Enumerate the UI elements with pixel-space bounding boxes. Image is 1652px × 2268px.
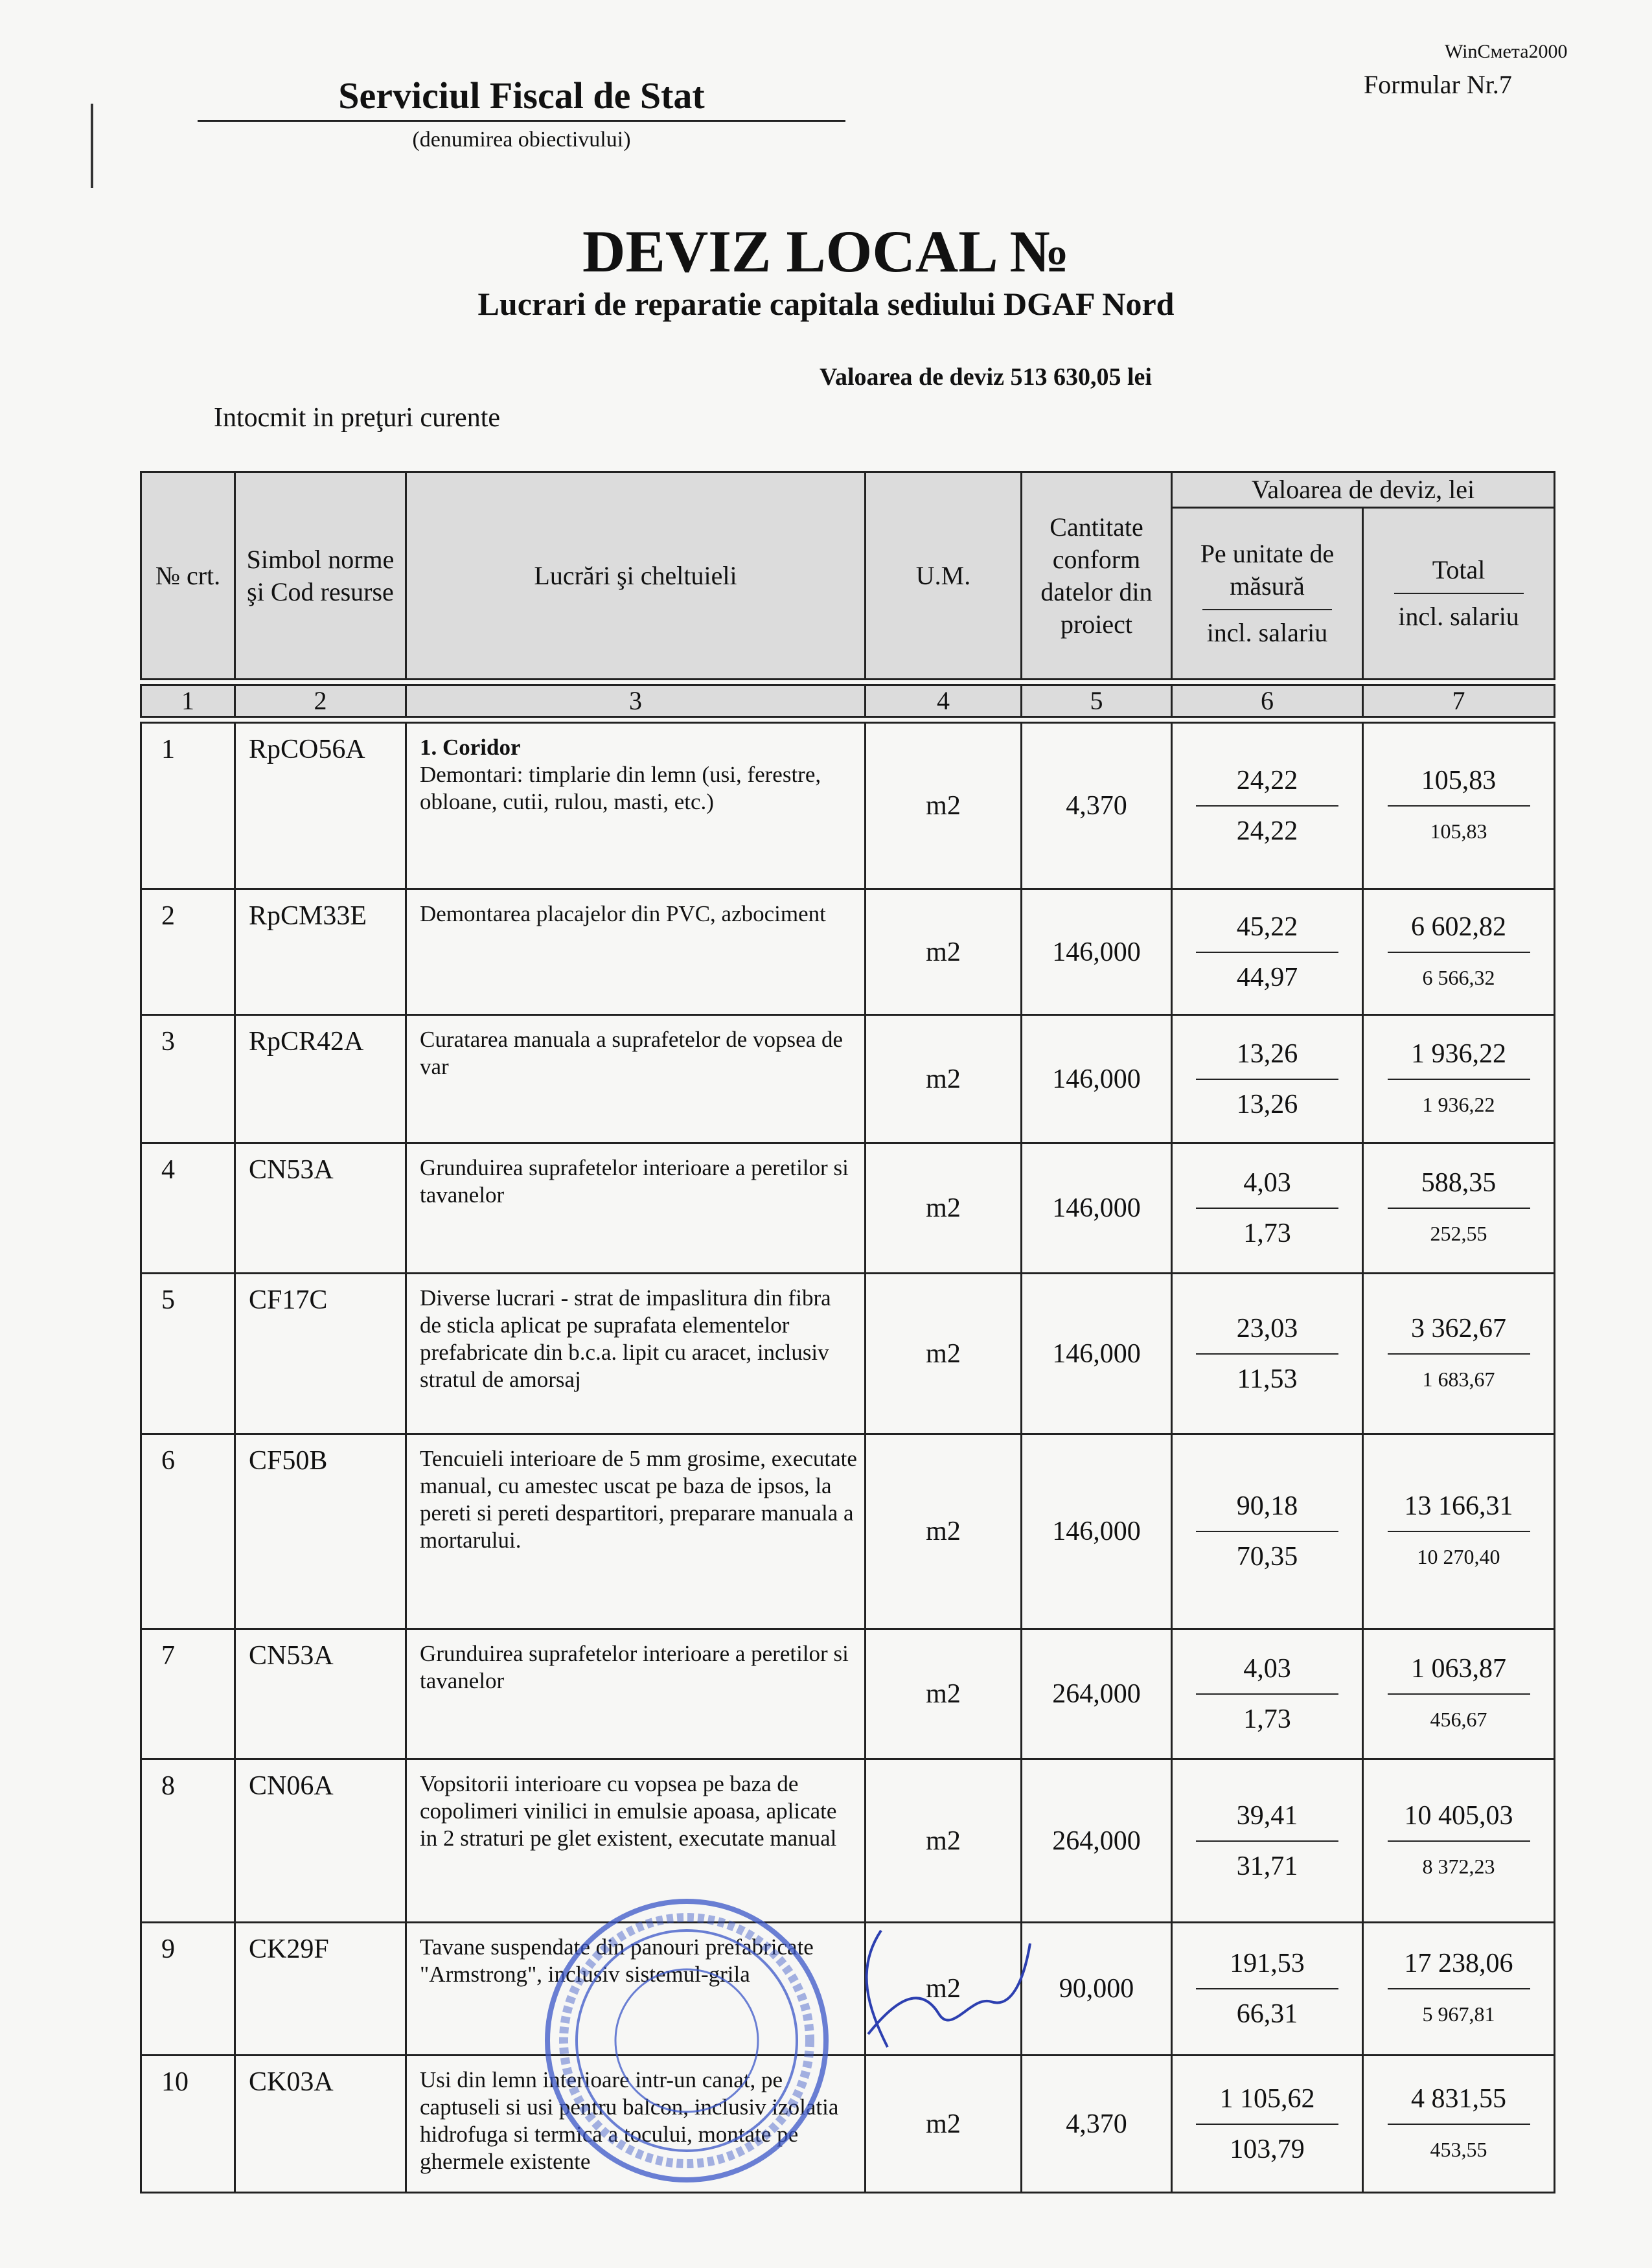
table-row <box>141 889 1555 1015</box>
divider <box>1202 609 1332 610</box>
row-number: 10 <box>141 2056 235 2193</box>
table-row <box>141 1759 1555 1923</box>
work-description: Grunduirea suprafetelor interioare a peretilor si tavanelor <box>420 1155 849 1208</box>
row-number: 6 <box>141 1434 235 1629</box>
unit: m2 <box>866 889 1022 1015</box>
unit: m2 <box>866 1629 1022 1759</box>
unit-price: 90,18 <box>1196 1491 1338 1532</box>
col-cantitate: Cantitate conform datelor din proiect <box>1022 472 1172 680</box>
unit-price-salary: 1,73 <box>1243 1704 1291 1734</box>
total-price: 3 362,67 <box>1388 1313 1530 1355</box>
unit-price: 191,53 <box>1196 1948 1338 1989</box>
quantity: 146,000 <box>1022 1274 1172 1434</box>
norm-code: RpCO56A <box>235 723 406 889</box>
total-price: 17 238,06 <box>1388 1948 1530 1989</box>
unit-price: 39,41 <box>1196 1800 1338 1842</box>
work-description: Grunduirea suprafetelor interioare a peretilor si tavanelor <box>420 1641 849 1693</box>
unit-price-cell <box>1172 889 1363 1015</box>
row-number: 8 <box>141 1759 235 1923</box>
unit: m2 <box>866 1274 1022 1434</box>
total-cell <box>1363 2056 1555 2193</box>
section-title: 1. Coridor <box>420 735 521 760</box>
form-number: Formular Nr.7 <box>1364 70 1512 99</box>
software-label: WinСмета2000 <box>1445 41 1568 62</box>
total-salary: 10 270,40 <box>1417 1545 1500 1568</box>
total-cell <box>1363 1015 1555 1143</box>
unit-price-salary: 11,53 <box>1237 1364 1298 1394</box>
work-description: Tencuieli interioare de 5 mm grosime, executate manual, cu amestec uscat pe baza de ipsos, la pereti si pereti despartitori, preparare manuala a mortarului. <box>420 1446 857 1553</box>
norm-code: RpCM33E <box>235 889 406 1015</box>
unit-price-salary: 70,35 <box>1236 1542 1298 1572</box>
total-price: 1 063,87 <box>1388 1653 1530 1695</box>
total-salary: 1 936,22 <box>1422 1092 1495 1116</box>
total-salary: 1 683,67 <box>1422 1367 1495 1391</box>
total-salary: 456,67 <box>1430 1708 1487 1731</box>
work-description-cell <box>406 723 866 889</box>
quantity: 4,370 <box>1022 723 1172 889</box>
norm-code: CF17C <box>235 1274 406 1434</box>
table-row <box>141 2056 1555 2193</box>
unit-price: 1 105,62 <box>1196 2083 1338 2125</box>
quantity: 90,000 <box>1022 1923 1172 2056</box>
unit-price-salary: 66,31 <box>1236 1999 1298 2029</box>
unit-price-cell <box>1172 2056 1363 2193</box>
work-description: Diverse lucrari - strat de impaslitura din fibra de sticla aplicat pe suprafata elementelor prefabricate din b.c.a. lipit cu aracet, inclusiv stratul de amorsaj <box>420 1285 831 1392</box>
col-valoare: Valoarea de deviz, lei <box>1172 472 1555 508</box>
total-price: 1 936,22 <box>1388 1038 1530 1080</box>
column-number: 7 <box>1363 685 1555 717</box>
unit-price-salary: 31,71 <box>1236 1851 1298 1881</box>
column-number: 2 <box>235 685 406 717</box>
prices-note: Intocmit in preţuri curente <box>214 403 501 433</box>
unit: m2 <box>866 1923 1022 2056</box>
work-description-cell <box>406 1434 866 1629</box>
row-number: 9 <box>141 1923 235 2056</box>
organization-caption: (denumirea obiectivului) <box>412 128 631 152</box>
quantity: 264,000 <box>1022 1759 1172 1923</box>
unit: m2 <box>866 1759 1022 1923</box>
margin-mark <box>91 104 93 188</box>
unit-price-cell <box>1172 1629 1363 1759</box>
work-description-cell <box>406 1629 866 1759</box>
total-cell <box>1363 1759 1555 1923</box>
total-cell <box>1363 1274 1555 1434</box>
unit-price: 24,22 <box>1196 765 1338 807</box>
table-row <box>141 1629 1555 1759</box>
col-nr: № crt. <box>141 472 235 680</box>
total-cell <box>1363 1629 1555 1759</box>
norm-code: CN53A <box>235 1143 406 1274</box>
total-salary: 105,83 <box>1430 819 1487 843</box>
quantity: 4,370 <box>1022 2056 1172 2193</box>
unit-price-cell <box>1172 1434 1363 1629</box>
table-row <box>141 1274 1555 1434</box>
unit: m2 <box>866 1434 1022 1629</box>
total-price: 105,83 <box>1388 765 1530 807</box>
pe-unitate-label: Pe unitate de măsură <box>1200 539 1335 601</box>
incl-salariu-label: incl. salariu <box>1206 618 1328 647</box>
unit: m2 <box>866 1143 1022 1274</box>
work-description-cell <box>406 1015 866 1143</box>
col-lucrari: Lucrări şi cheltuieli <box>406 472 866 680</box>
norm-code: CN06A <box>235 1759 406 1923</box>
signature <box>842 1905 1037 2073</box>
quantity: 146,000 <box>1022 1143 1172 1274</box>
column-number: 3 <box>406 685 866 717</box>
col-um: U.M. <box>866 472 1022 680</box>
quantity: 146,000 <box>1022 1434 1172 1629</box>
unit-price-cell <box>1172 1923 1363 2056</box>
row-number: 7 <box>141 1629 235 1759</box>
spacer <box>141 680 1555 685</box>
row-number: 4 <box>141 1143 235 1274</box>
official-stamp <box>538 1892 836 2190</box>
norm-code: RpCR42A <box>235 1015 406 1143</box>
table-row <box>141 723 1555 889</box>
work-description: Vopsitorii interioare cu vopsea pe baza de copolimeri vinilici in emulsie apoasa, aplicate in 2 straturi pe glet existent, executate manual <box>420 1771 837 1851</box>
norm-code: CK29F <box>235 1923 406 2056</box>
work-description: Tavane suspendate din panouri prefabricate "Armstrong", inclusiv sistemul-grila <box>420 1934 814 1987</box>
quantity: 264,000 <box>1022 1629 1172 1759</box>
row-number: 3 <box>141 1015 235 1143</box>
total-price: 6 602,82 <box>1388 911 1530 953</box>
unit-price: 45,22 <box>1196 911 1338 953</box>
column-number-row <box>141 685 1555 717</box>
unit-price-cell <box>1172 723 1363 889</box>
document-subtitle: Lucrari de reparatie capitala sediului DGAF Nord <box>477 286 1175 322</box>
unit-price-salary: 44,97 <box>1236 962 1298 992</box>
document-title: DEVIZ LOCAL № <box>582 218 1070 284</box>
table-row <box>141 1434 1555 1629</box>
col-total <box>1363 508 1555 680</box>
work-description-cell <box>406 1274 866 1434</box>
spacer <box>141 717 1555 723</box>
work-description-cell <box>406 1143 866 1274</box>
table-row <box>141 1143 1555 1274</box>
quantity: 146,000 <box>1022 1015 1172 1143</box>
unit-price-salary: 13,26 <box>1236 1089 1298 1119</box>
total-cell <box>1363 1434 1555 1629</box>
total-cell <box>1363 889 1555 1015</box>
total-price: 10 405,03 <box>1388 1800 1530 1842</box>
norm-code: CK03A <box>235 2056 406 2193</box>
work-description-cell <box>406 889 866 1015</box>
total-cell <box>1363 1923 1555 2056</box>
column-number: 4 <box>866 685 1022 717</box>
row-number: 5 <box>141 1274 235 1434</box>
total-salary: 5 967,81 <box>1422 2002 1495 2026</box>
norm-code: CN53A <box>235 1629 406 1759</box>
unit: m2 <box>866 1015 1022 1143</box>
work-description: Curatarea manuala a suprafetelor de vopsea de var <box>420 1027 843 1079</box>
total-price: 4 831,55 <box>1388 2083 1530 2125</box>
unit-price-cell <box>1172 1015 1363 1143</box>
work-description: Demontari: timplarie din lemn (usi, ferestre, obloane, cutii, rulou, masti, etc.) <box>420 762 821 814</box>
total-cell <box>1363 1143 1555 1274</box>
unit-price-cell <box>1172 1143 1363 1274</box>
unit-price: 4,03 <box>1196 1653 1338 1695</box>
col-pe-unitate <box>1172 508 1363 680</box>
unit-price: 13,26 <box>1196 1038 1338 1080</box>
work-description: Demontarea placajelor din PVC, azbociment <box>420 901 826 926</box>
incl-salariu-label: incl. salariu <box>1398 602 1519 631</box>
unit-price-salary: 1,73 <box>1243 1219 1291 1248</box>
unit: m2 <box>866 2056 1022 2193</box>
row-number: 2 <box>141 889 235 1015</box>
total-salary: 453,55 <box>1430 2137 1487 2161</box>
total-value: Valoarea de deviz 513 630,05 lei <box>820 363 1152 391</box>
unit-price-salary: 103,79 <box>1230 2134 1305 2164</box>
total-label: Total <box>1432 555 1486 584</box>
unit-price: 4,03 <box>1196 1167 1338 1209</box>
unit-price: 23,03 <box>1196 1313 1338 1355</box>
unit-price-salary: 24,22 <box>1236 816 1298 846</box>
divider <box>1394 593 1524 594</box>
total-cell <box>1363 723 1555 889</box>
row-number: 1 <box>141 723 235 889</box>
norm-code: CF50B <box>235 1434 406 1629</box>
organization-name: Serviciul Fiscal de Stat <box>198 74 845 122</box>
total-salary: 8 372,23 <box>1422 1854 1495 1878</box>
unit-price-cell <box>1172 1759 1363 1923</box>
column-number: 6 <box>1172 685 1363 717</box>
total-salary: 6 566,32 <box>1422 965 1495 989</box>
total-salary: 252,55 <box>1430 1222 1487 1245</box>
total-price: 588,35 <box>1388 1167 1530 1209</box>
unit: m2 <box>866 723 1022 889</box>
column-number: 5 <box>1022 685 1172 717</box>
table-row <box>141 1015 1555 1143</box>
work-description: Usi din lemn interioare intr-un canat, pe captuseli si usi pentru balcon, inclusiv izolatia hidrofuga si termica a tocului, montate pe ghermele existente <box>420 2067 839 2174</box>
col-simbol: Simbol norme şi Cod resurse <box>235 472 406 680</box>
column-number: 1 <box>141 685 235 717</box>
unit-price-cell <box>1172 1274 1363 1434</box>
quantity: 146,000 <box>1022 889 1172 1015</box>
total-price: 13 166,31 <box>1388 1491 1530 1532</box>
